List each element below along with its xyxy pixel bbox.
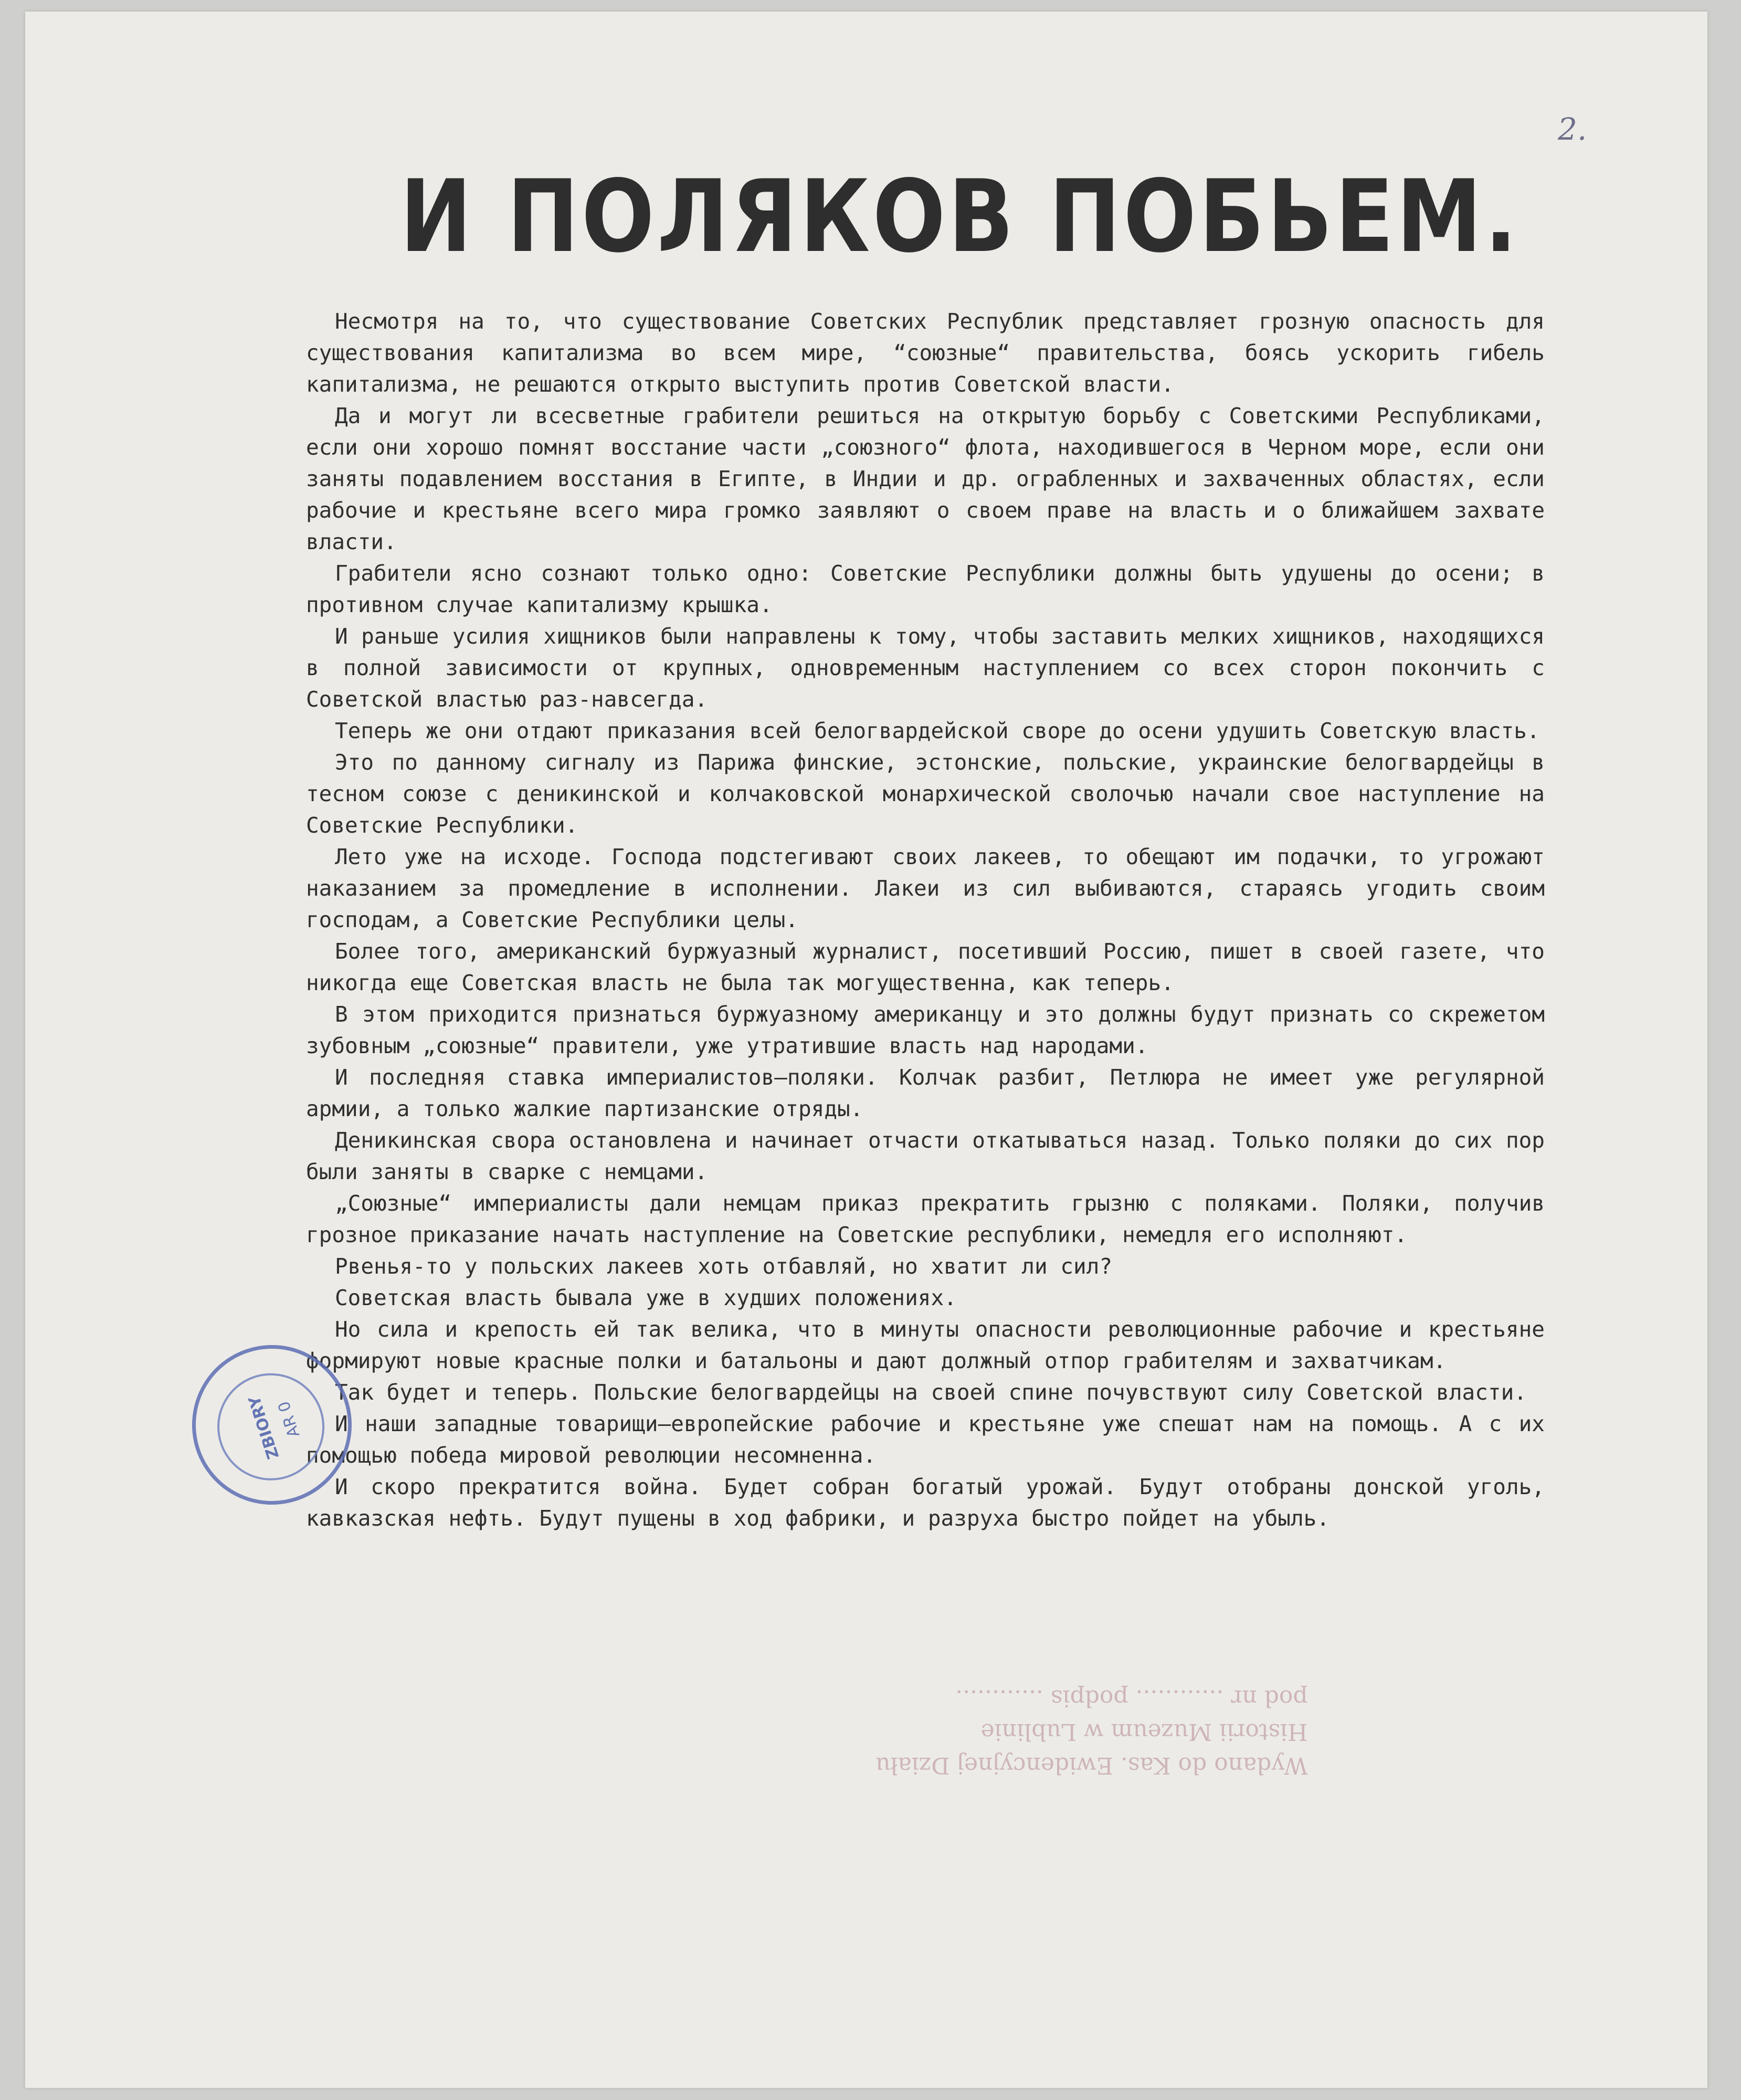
stamp-text: ZBIORY <box>245 1393 283 1462</box>
paragraph: И скоро прекратится война. Будет собран богатый урожай. Будут отобраны донской уголь, кавказская нефть. Будут пущены в ход фабрики, и разруха быстро пойдет на убыль. <box>306 1474 1545 1531</box>
paragraph: Рвенья-то у польских лакеев хоть отбавляй, но хватит ли сил? <box>335 1254 1113 1279</box>
paragraph: Несмотря на то, что существование Советских Республик представляет грозную опасность для существования капитализма во всем мире, “союзные“ правительства, боясь ускорить гибель капитализма, не решаются открыто выступить против Советской власти. <box>306 309 1545 397</box>
bleed-line: Wydano do Kas. Ewidencyjnej Działu <box>875 1752 1308 1779</box>
document-body <box>306 306 1545 1534</box>
paragraph: Советская власть бывала уже в худших положениях. <box>335 1285 957 1310</box>
paragraph: Лето уже на исходе. Господа подстегивают своих лакеев, то обещают им подачки, то угрожают наказанием за промедление в исполнении. Лакеи из сил выбиваются, стараясь угодить своим господам, а Советские Республики целы. <box>306 844 1545 932</box>
bleed-through-stamp <box>875 1681 1308 1782</box>
paragraph: Грабители ясно сознают только одно: Советские Республики должны быть удушены до осени; в противном случае капитализму крышка. <box>306 561 1545 617</box>
paragraph: Это по данному сигналу из Парижа финские, эстонские, польские, украинские белогвардейцы в тесном союзе с деникинской и колчаковской монархической сволочью начали свое наступление на Советские Республики. <box>306 750 1545 838</box>
stamp-number: AR 0 <box>275 1399 304 1440</box>
paragraph: Теперь же они отдают приказания всей белогвардейской своре до осени удушить Советскую власть. <box>335 718 1540 743</box>
document-sheet <box>25 12 1707 2088</box>
paragraph: „Союзные“ империалисты дали немцам приказ прекратить грызню с поляками. Поляки, получив грозное приказание начать наступление на Советские республики, немедля его исполняют. <box>306 1191 1545 1247</box>
paragraph: И наши западные товарищи—европейские рабочие и крестьяне уже спешат нам на помощь. А с их помощью победа мировой революции несомненна. <box>306 1411 1545 1468</box>
paragraph: Но сила и крепость ей так велика, что в минуты опасности революционные рабочие и крестьяне формируют новые красные полки и батальоны и дают должный отпор грабителям и захватчикам. <box>306 1317 1545 1373</box>
bleed-line: pod nr ............ podpis ............ <box>955 1685 1308 1712</box>
paragraph: Да и могут ли всесветные грабители решиться на открытую борьбу с Советскими Республиками, если они хорошо помнят восстание части „союзного“ флота, находившегося в Черном море, если они заняты подавлением восстания в Египте, в Индии и др. ограбленных и захваченных областях, если рабочие и крестьяне всего мира громко заявляют о своем праве на власть и о ближайшем захвате власти. <box>306 403 1545 554</box>
paragraph: Деникинская свора остановлена и начинает отчасти откатываться назад. Только поляки до сих пор были заняты в сварке с немцами. <box>306 1128 1545 1184</box>
paragraph: И последняя ставка империалистов—поляки. Колчак разбит, Петлюра не имеет уже регулярной армии, а только жалкие партизанские отряды. <box>306 1065 1545 1121</box>
document-title: И ПОЛЯКОВ ПОБЬЕМ. <box>400 159 1520 275</box>
paragraph: Так будет и теперь. Польские белогвардейцы на своей спине почувствуют силу Советской власти. <box>335 1380 1527 1405</box>
paragraph: И раньше усилия хищников были направлены к тому, чтобы заставить мелких хищников, находящихся в полной зависимости от крупных, одновременным наступлением со всех сторон покончить с Советской властью раз-навсегда. <box>306 624 1545 712</box>
paragraph: Более того, американский буржуазный журналист, посетивший Россию, пишет в своей газете, что никогда еще Советская власть не была так могущественна, как теперь. <box>306 939 1545 995</box>
page-number: 2. <box>1558 111 1587 147</box>
bleed-line: Historii Muzeum w Lublinie <box>980 1718 1308 1745</box>
paragraph: В этом приходится признаться буржуазному американцу и это должны будут признать со скрежетом зубовным „союзные“ правители, уже утратившие власть над народами. <box>306 1002 1545 1058</box>
